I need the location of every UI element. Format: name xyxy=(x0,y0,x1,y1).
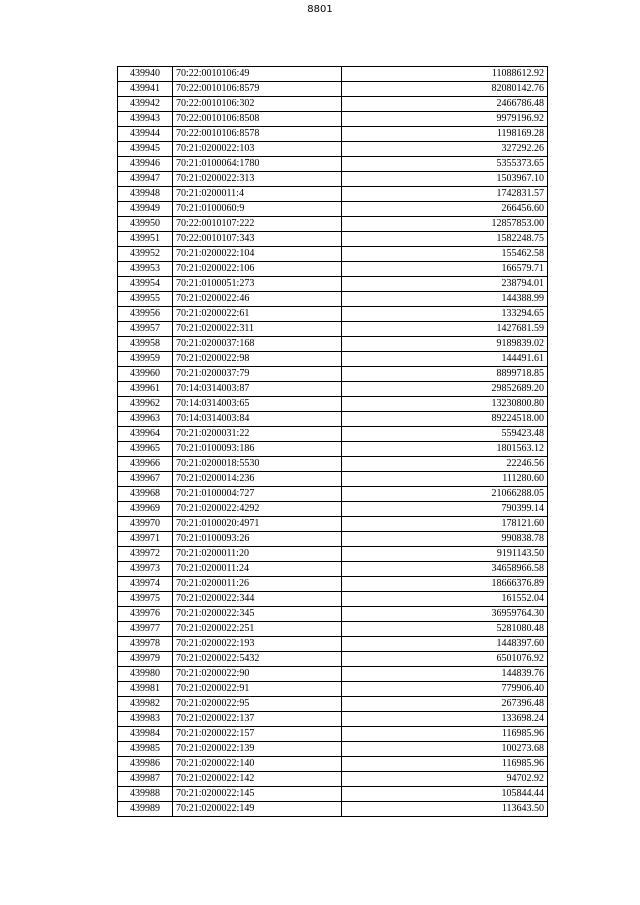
cadastral-number-cell: 70:22:0010107:222 xyxy=(173,217,342,232)
row-number-cell: 439971 xyxy=(118,532,173,547)
value-cell: 36959764.30 xyxy=(342,607,548,622)
cadastral-number-cell: 70:21:0200022:137 xyxy=(173,712,342,727)
table-row xyxy=(118,772,548,787)
row-number-cell: 439946 xyxy=(118,157,173,172)
cadastral-number-cell: 70:21:0200022:46 xyxy=(173,292,342,307)
table-row xyxy=(118,382,548,397)
table-row xyxy=(118,637,548,652)
value-cell: 8899718.85 xyxy=(342,367,548,382)
value-cell: 6501076.92 xyxy=(342,652,548,667)
value-cell: 12857853.00 xyxy=(342,217,548,232)
cadastral-number-cell: 70:21:0200011:24 xyxy=(173,562,342,577)
table-row xyxy=(118,397,548,412)
row-number-cell: 439979 xyxy=(118,652,173,667)
value-cell: 113643.50 xyxy=(342,802,548,817)
table-row xyxy=(118,562,548,577)
row-number-cell: 439959 xyxy=(118,352,173,367)
value-cell: 5355373.65 xyxy=(342,157,548,172)
table-row xyxy=(118,697,548,712)
value-cell: 166579.71 xyxy=(342,262,548,277)
value-cell: 89224518.00 xyxy=(342,412,548,427)
cadastral-number-cell: 70:21:0100004:727 xyxy=(173,487,342,502)
value-cell: 133698.24 xyxy=(342,712,548,727)
cadastral-number-cell: 70:21:0200022:311 xyxy=(173,322,342,337)
cadastral-number-cell: 70:21:0200022:140 xyxy=(173,757,342,772)
row-number-cell: 439940 xyxy=(118,67,173,82)
row-number-cell: 439950 xyxy=(118,217,173,232)
value-cell: 267396.48 xyxy=(342,697,548,712)
cadastral-number-cell: 70:21:0200022:344 xyxy=(173,592,342,607)
row-number-cell: 439974 xyxy=(118,577,173,592)
cadastral-number-cell: 70:21:0200022:142 xyxy=(173,772,342,787)
cadastral-number-cell: 70:21:0200022:313 xyxy=(173,172,342,187)
table-row xyxy=(118,592,548,607)
table-body xyxy=(118,67,548,817)
cadastral-number-cell: 70:21:0200037:79 xyxy=(173,367,342,382)
value-cell: 9191143.50 xyxy=(342,547,548,562)
value-cell: 13230800.80 xyxy=(342,397,548,412)
table-row xyxy=(118,787,548,802)
row-number-cell: 439954 xyxy=(118,277,173,292)
table-row xyxy=(118,367,548,382)
cadastral-number-cell: 70:14:0314003:84 xyxy=(173,412,342,427)
value-cell: 1742831.57 xyxy=(342,187,548,202)
value-cell: 133294.65 xyxy=(342,307,548,322)
cadastral-number-cell: 70:21:0200014:236 xyxy=(173,472,342,487)
row-number-cell: 439975 xyxy=(118,592,173,607)
table-row xyxy=(118,802,548,817)
row-number-cell: 439964 xyxy=(118,427,173,442)
row-number-cell: 439989 xyxy=(118,802,173,817)
row-number-cell: 439945 xyxy=(118,142,173,157)
value-cell: 9189839.02 xyxy=(342,337,548,352)
cadastral-number-cell: 70:21:0200037:168 xyxy=(173,337,342,352)
row-number-cell: 439947 xyxy=(118,172,173,187)
table-row xyxy=(118,727,548,742)
row-number-cell: 439951 xyxy=(118,232,173,247)
row-number-cell: 439969 xyxy=(118,502,173,517)
row-number-cell: 439982 xyxy=(118,697,173,712)
row-number-cell: 439955 xyxy=(118,292,173,307)
value-cell: 82080142.76 xyxy=(342,82,548,97)
value-cell: 266456.60 xyxy=(342,202,548,217)
row-number-cell: 439942 xyxy=(118,97,173,112)
row-number-cell: 439978 xyxy=(118,637,173,652)
table-row xyxy=(118,202,548,217)
value-cell: 178121.60 xyxy=(342,517,548,532)
table-row xyxy=(118,247,548,262)
cadastral-number-cell: 70:22:0010106:49 xyxy=(173,67,342,82)
cadastral-number-cell: 70:21:0100064:1780 xyxy=(173,157,342,172)
cadastral-number-cell: 70:21:0200022:157 xyxy=(173,727,342,742)
table-row xyxy=(118,337,548,352)
table-row xyxy=(118,517,548,532)
value-cell: 327292.26 xyxy=(342,142,548,157)
value-cell: 116985.96 xyxy=(342,757,548,772)
value-cell: 9979196.92 xyxy=(342,112,548,127)
table-row xyxy=(118,142,548,157)
table-row xyxy=(118,322,548,337)
cadastral-number-cell: 70:21:0200022:106 xyxy=(173,262,342,277)
row-number-cell: 439972 xyxy=(118,547,173,562)
value-cell: 1198169.28 xyxy=(342,127,548,142)
row-number-cell: 439958 xyxy=(118,337,173,352)
table-row xyxy=(118,757,548,772)
table-row xyxy=(118,292,548,307)
cadastral-number-cell: 70:22:0010106:8579 xyxy=(173,82,342,97)
cadastral-number-cell: 70:22:0010106:302 xyxy=(173,97,342,112)
value-cell: 1503967.10 xyxy=(342,172,548,187)
table-row xyxy=(118,112,548,127)
row-number-cell: 439957 xyxy=(118,322,173,337)
value-cell: 5281080.48 xyxy=(342,622,548,637)
row-number-cell: 439973 xyxy=(118,562,173,577)
value-cell: 94702.92 xyxy=(342,772,548,787)
cadastral-number-cell: 70:21:0200018:5530 xyxy=(173,457,342,472)
cadastral-number-cell: 70:21:0100093:186 xyxy=(173,442,342,457)
cadastral-number-cell: 70:21:0200022:193 xyxy=(173,637,342,652)
cadastral-number-cell: 70:21:0200022:4292 xyxy=(173,502,342,517)
row-number-cell: 439987 xyxy=(118,772,173,787)
cadastral-number-cell: 70:22:0010107:343 xyxy=(173,232,342,247)
row-number-cell: 439984 xyxy=(118,727,173,742)
cadastral-number-cell: 70:21:0200022:103 xyxy=(173,142,342,157)
cadastral-number-cell: 70:21:0200011:4 xyxy=(173,187,342,202)
table-row xyxy=(118,82,548,97)
table-row xyxy=(118,667,548,682)
value-cell: 34658966.58 xyxy=(342,562,548,577)
row-number-cell: 439949 xyxy=(118,202,173,217)
value-cell: 1448397.60 xyxy=(342,637,548,652)
table-row xyxy=(118,472,548,487)
value-cell: 559423.48 xyxy=(342,427,548,442)
value-cell: 18666376.89 xyxy=(342,577,548,592)
row-number-cell: 439967 xyxy=(118,472,173,487)
table-row xyxy=(118,457,548,472)
cadastral-number-cell: 70:21:0200022:91 xyxy=(173,682,342,697)
row-number-cell: 439948 xyxy=(118,187,173,202)
table-row xyxy=(118,412,548,427)
value-cell: 116985.96 xyxy=(342,727,548,742)
row-number-cell: 439976 xyxy=(118,607,173,622)
row-number-cell: 439966 xyxy=(118,457,173,472)
page-number: 8801 xyxy=(307,4,333,15)
cadastral-number-cell: 70:21:0200022:61 xyxy=(173,307,342,322)
value-cell: 111280.60 xyxy=(342,472,548,487)
row-number-cell: 439943 xyxy=(118,112,173,127)
row-number-cell: 439983 xyxy=(118,712,173,727)
table-row xyxy=(118,262,548,277)
row-number-cell: 439952 xyxy=(118,247,173,262)
value-cell: 1582248.75 xyxy=(342,232,548,247)
table-row xyxy=(118,97,548,112)
row-number-cell: 439941 xyxy=(118,82,173,97)
table-row xyxy=(118,742,548,757)
value-cell: 779906.40 xyxy=(342,682,548,697)
value-cell: 22246.56 xyxy=(342,457,548,472)
table-row xyxy=(118,187,548,202)
cadastral-number-cell: 70:21:0200022:104 xyxy=(173,247,342,262)
value-cell: 990838.78 xyxy=(342,532,548,547)
value-cell: 144388.99 xyxy=(342,292,548,307)
row-number-cell: 439977 xyxy=(118,622,173,637)
cadastral-number-cell: 70:21:0200031:22 xyxy=(173,427,342,442)
row-number-cell: 439960 xyxy=(118,367,173,382)
cadastral-number-cell: 70:14:0314003:87 xyxy=(173,382,342,397)
value-cell: 1427681.59 xyxy=(342,322,548,337)
table-row xyxy=(118,547,548,562)
row-number-cell: 439963 xyxy=(118,412,173,427)
value-cell: 144491.61 xyxy=(342,352,548,367)
cadastral-number-cell: 70:21:0200022:98 xyxy=(173,352,342,367)
row-number-cell: 439962 xyxy=(118,397,173,412)
value-cell: 100273.68 xyxy=(342,742,548,757)
cadastral-number-cell: 70:21:0200022:345 xyxy=(173,607,342,622)
row-number-cell: 439961 xyxy=(118,382,173,397)
value-cell: 11088612.92 xyxy=(342,67,548,82)
row-number-cell: 439968 xyxy=(118,487,173,502)
cadastral-number-cell: 70:21:0200022:5432 xyxy=(173,652,342,667)
table-row xyxy=(118,352,548,367)
cadastral-number-cell: 70:21:0100060:9 xyxy=(173,202,342,217)
cadastral-number-cell: 70:22:0010106:8578 xyxy=(173,127,342,142)
row-number-cell: 439944 xyxy=(118,127,173,142)
table-row xyxy=(118,532,548,547)
table-row xyxy=(118,682,548,697)
table-row xyxy=(118,157,548,172)
table-row xyxy=(118,502,548,517)
cadastral-number-cell: 70:21:0200022:90 xyxy=(173,667,342,682)
cadastral-number-cell: 70:21:0200022:145 xyxy=(173,787,342,802)
row-number-cell: 439980 xyxy=(118,667,173,682)
row-number-cell: 439986 xyxy=(118,757,173,772)
table-row xyxy=(118,217,548,232)
cadastral-number-cell: 70:21:0100093:26 xyxy=(173,532,342,547)
value-cell: 2466786.48 xyxy=(342,97,548,112)
value-cell: 238794.01 xyxy=(342,277,548,292)
table-row xyxy=(118,277,548,292)
value-cell: 144839.76 xyxy=(342,667,548,682)
table-row xyxy=(118,307,548,322)
cadastral-number-cell: 70:21:0200011:20 xyxy=(173,547,342,562)
value-cell: 105844.44 xyxy=(342,787,548,802)
cadastral-number-cell: 70:21:0100051:273 xyxy=(173,277,342,292)
table-row xyxy=(118,712,548,727)
table-row xyxy=(118,67,548,82)
row-number-cell: 439953 xyxy=(118,262,173,277)
table-row xyxy=(118,172,548,187)
data-table xyxy=(117,66,548,817)
cadastral-number-cell: 70:21:0200022:95 xyxy=(173,697,342,712)
cadastral-number-cell: 70:21:0100020:4971 xyxy=(173,517,342,532)
value-cell: 1801563.12 xyxy=(342,442,548,457)
cadastral-number-cell: 70:14:0314003:65 xyxy=(173,397,342,412)
row-number-cell: 439970 xyxy=(118,517,173,532)
table-row xyxy=(118,127,548,142)
value-cell: 790399.14 xyxy=(342,502,548,517)
cadastral-number-cell: 70:22:0010106:8508 xyxy=(173,112,342,127)
row-number-cell: 439965 xyxy=(118,442,173,457)
table-row xyxy=(118,622,548,637)
value-cell: 29852689.20 xyxy=(342,382,548,397)
table-row xyxy=(118,442,548,457)
row-number-cell: 439981 xyxy=(118,682,173,697)
cadastral-number-cell: 70:21:0200022:149 xyxy=(173,802,342,817)
table-row xyxy=(118,232,548,247)
row-number-cell: 439988 xyxy=(118,787,173,802)
table-row xyxy=(118,652,548,667)
cadastral-number-cell: 70:21:0200022:139 xyxy=(173,742,342,757)
row-number-cell: 439956 xyxy=(118,307,173,322)
row-number-cell: 439985 xyxy=(118,742,173,757)
cadastral-number-cell: 70:21:0200022:251 xyxy=(173,622,342,637)
table-row xyxy=(118,577,548,592)
value-cell: 161552.04 xyxy=(342,592,548,607)
table-row xyxy=(118,607,548,622)
value-cell: 155462.58 xyxy=(342,247,548,262)
value-cell: 21066288.05 xyxy=(342,487,548,502)
table-row xyxy=(118,427,548,442)
table-row xyxy=(118,487,548,502)
cadastral-number-cell: 70:21:0200011:26 xyxy=(173,577,342,592)
